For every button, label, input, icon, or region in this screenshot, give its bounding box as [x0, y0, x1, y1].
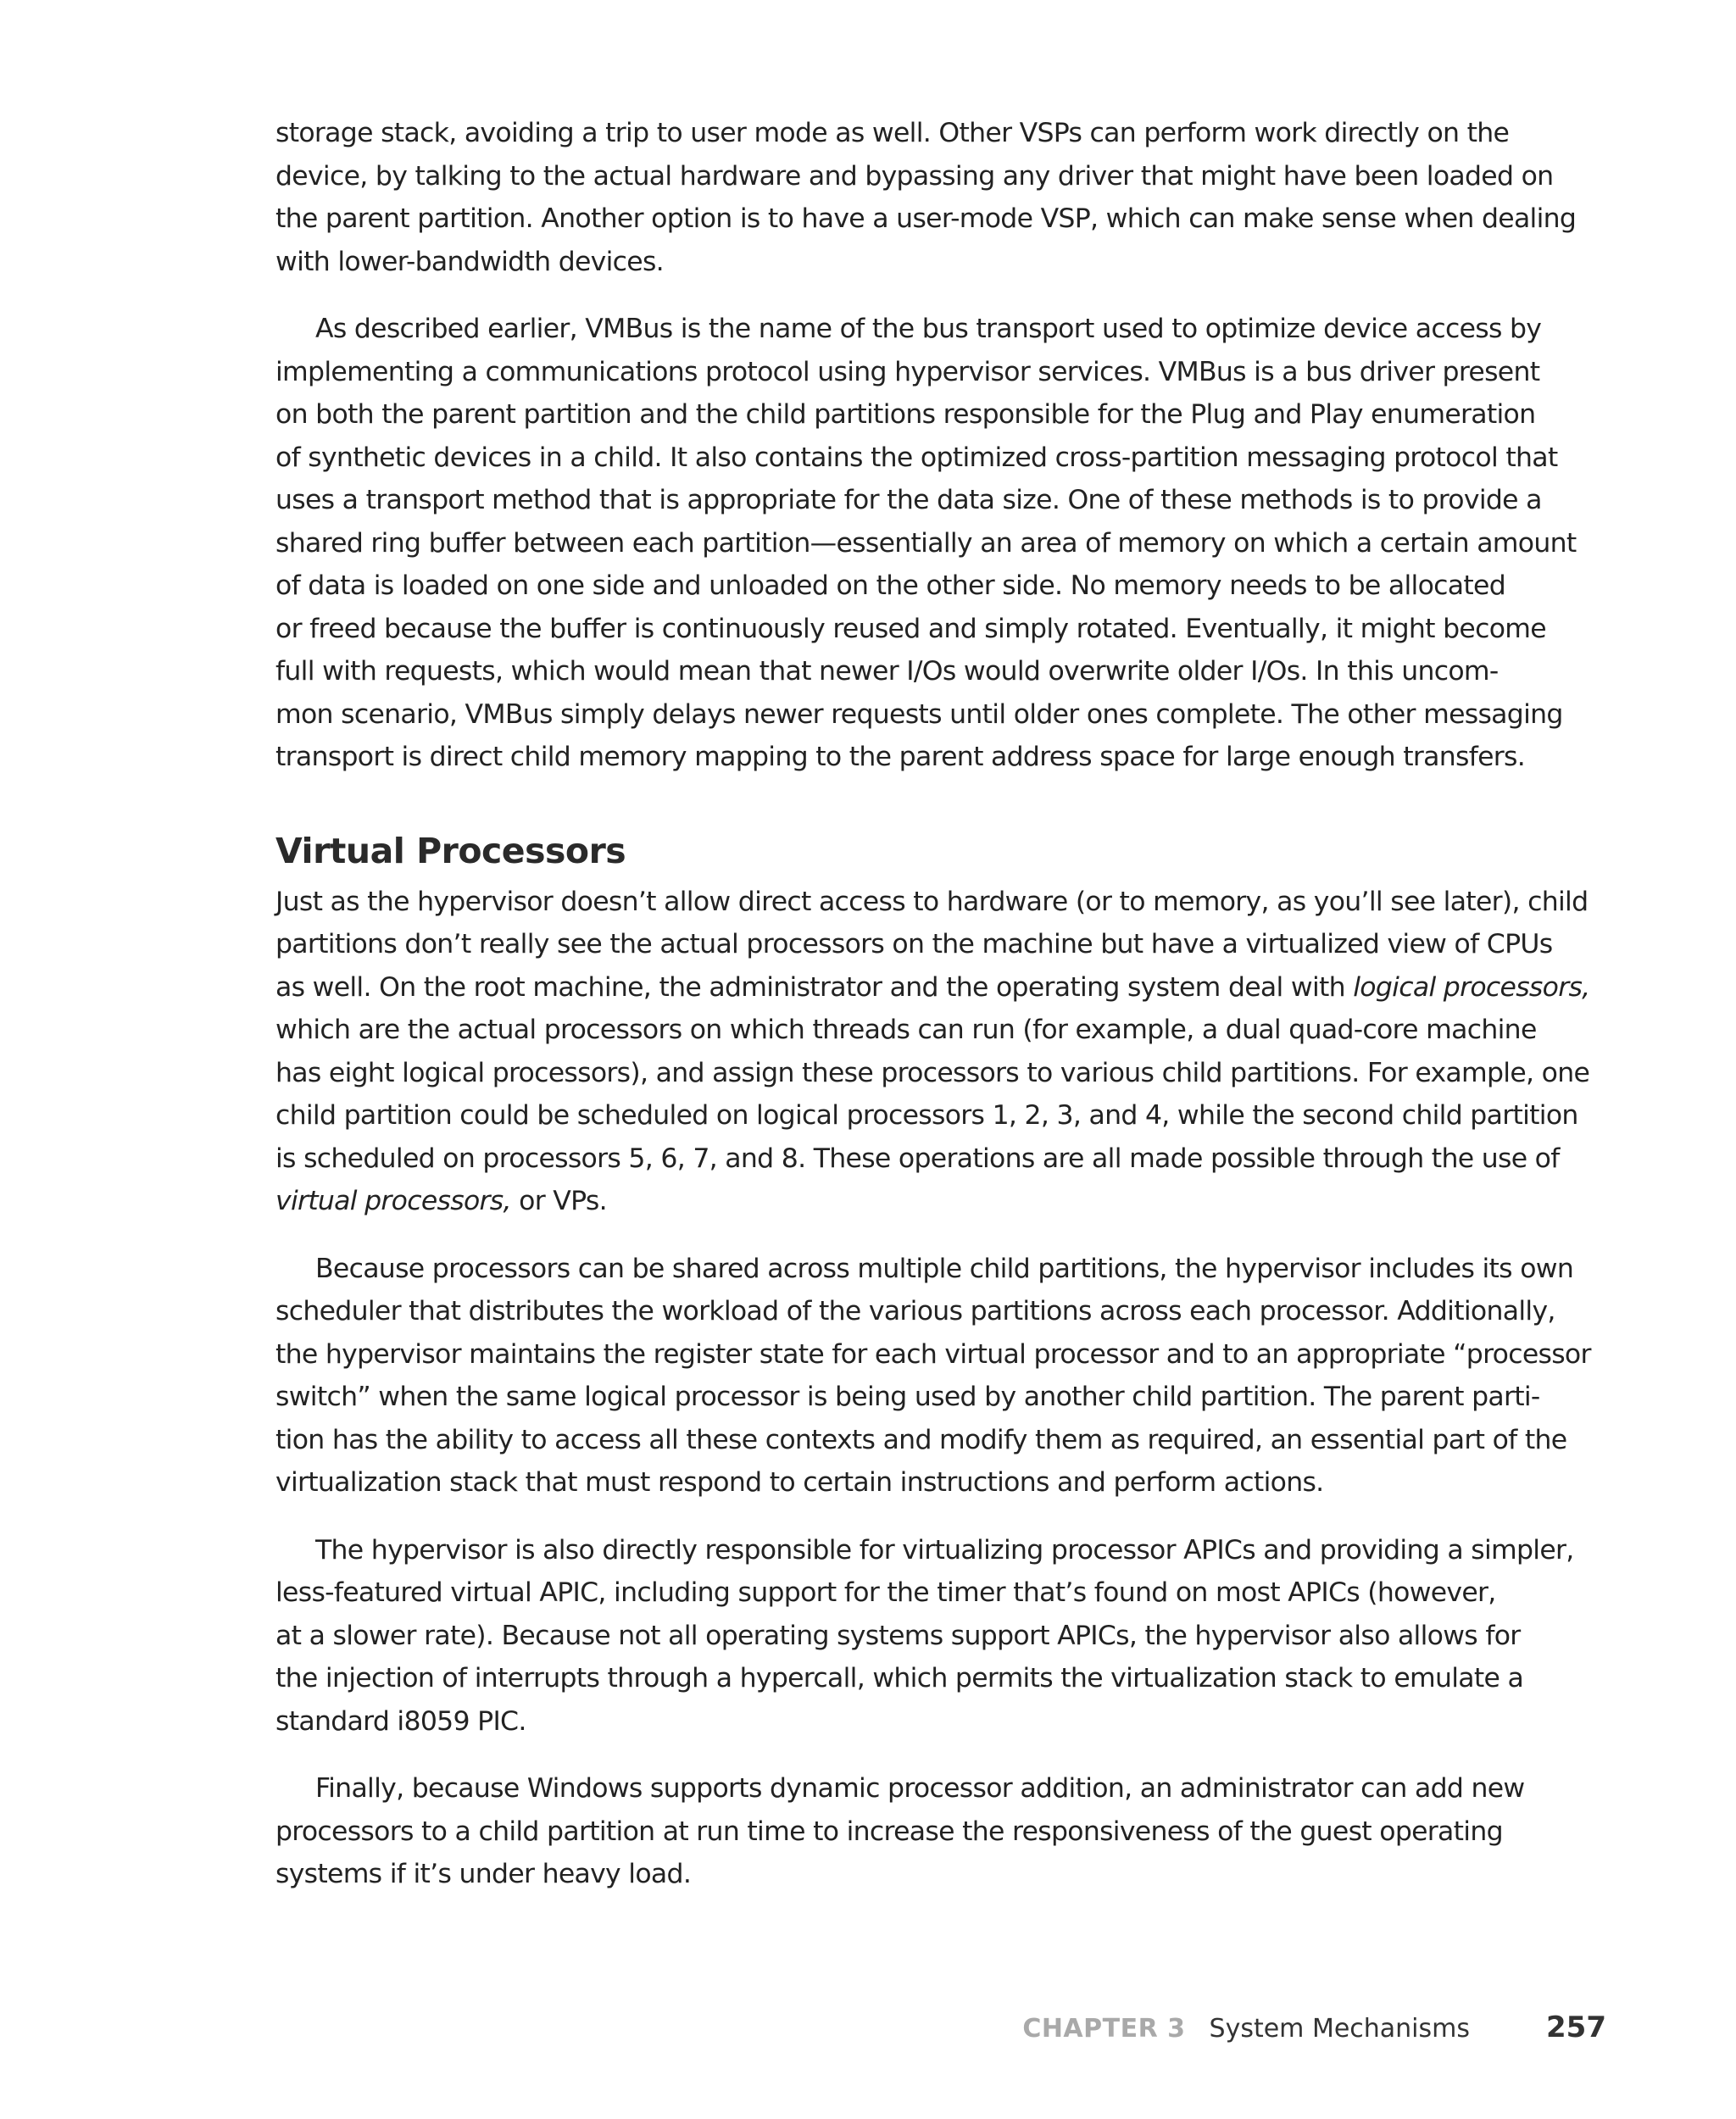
paragraph-vmbus: [275, 308, 1611, 779]
text-line: of synthetic devices in a child. It also contains the optimized cross-partition messaging protocol that: [275, 442, 1558, 473]
text-line: on both the parent partition and the child partitions responsible for the Plug and Play enumeration: [275, 399, 1536, 430]
text-line: virtualization stack that must respond to certain instructions and perform actions.: [275, 1467, 1324, 1498]
text-line: implementing a communications protocol using hypervisor services. VMBus is a bus driver present: [275, 356, 1540, 387]
text-line: device, by talking to the actual hardware and bypassing any driver that might have been loaded on: [275, 160, 1554, 192]
page-body: [275, 112, 1611, 1896]
text-line: standard i8059 PIC.: [275, 1705, 526, 1737]
text-line: or freed because the buffer is continuously reused and simply rotated. Eventually, it might become: [275, 613, 1546, 644]
text-line: [275, 1180, 1611, 1223]
text-line: less-featured virtual APIC, including support for the timer that’s found on most APICs (however,: [275, 1577, 1496, 1608]
text-line: full with requests, which would mean that newer I/Os would overwrite older I/Os. In this uncom-: [275, 656, 1499, 687]
text-line: scheduler that distributes the workload of the various partitions across each processor. Additionally,: [275, 1296, 1555, 1326]
italic-term: logical processors,: [1353, 971, 1590, 1003]
text-line: child partition could be scheduled on logical processors 1, 2, 3, and 4, while the second child partition: [275, 1100, 1578, 1131]
paragraph-apic: [275, 1529, 1611, 1744]
text-line: Finally, because Windows supports dynamic processor addition, an administrator can add new: [315, 1773, 1525, 1804]
text-line: of data is loaded on one side and unloaded on the other side. No memory needs to be allocated: [275, 570, 1505, 601]
text-line: at a slower rate). Because not all operating systems support APICs, the hypervisor also allows for: [275, 1620, 1521, 1651]
text-line: partitions don’t really see the actual processors on the machine but have a virtualized view of CPUs: [275, 929, 1553, 959]
text-line: switch” when the same logical processor is being used by another child partition. The parent parti-: [275, 1382, 1540, 1412]
text-line: which are the actual processors on which threads can run (for example, a dual quad-core machine: [275, 1015, 1537, 1045]
italic-term: virtual processors,: [275, 1186, 511, 1216]
chapter-label: CHAPTER 3: [1022, 2014, 1186, 2044]
text-segment: or VPs.: [510, 1186, 607, 1216]
text-line: shared ring buffer between each partition—essentially an area of memory on which a certain amount: [275, 527, 1577, 559]
text-line: Because processors can be shared across multiple child partitions, the hypervisor includes its own: [315, 1253, 1574, 1284]
text-line: with lower-bandwidth devices.: [275, 246, 664, 277]
paragraph-scheduler: [275, 1248, 1611, 1504]
text-line: [275, 966, 1611, 1009]
paragraph-continuation: [275, 112, 1611, 283]
text-line: the hypervisor maintains the register state for each virtual processor and to an appropriate “processor: [275, 1338, 1591, 1370]
section-heading: Virtual Processors: [275, 830, 626, 871]
text-line: systems if it’s under heavy load.: [275, 1859, 692, 1889]
text-line: The hypervisor is also directly responsible for virtualizing processor APICs and providing a simpler,: [315, 1534, 1574, 1566]
paragraph-processor-addition: [275, 1767, 1611, 1896]
paragraph-virtual-processors: [275, 881, 1611, 1223]
text-line: storage stack, avoiding a trip to user mode as well. Other VSPs can perform work directly on the: [275, 118, 1510, 148]
page-number: 257: [1546, 2011, 1606, 2044]
chapter-title: System Mechanisms: [1209, 2014, 1471, 2044]
text-line: has eight logical processors), and assign these processors to various child partitions. For example, one: [275, 1057, 1590, 1088]
text-line: Just as the hypervisor doesn’t allow direct access to hardware (or to memory, as you’ll see later), child: [275, 886, 1589, 917]
text-line: transport is direct child memory mapping to the parent address space for large enough transfers.: [275, 742, 1526, 772]
text-line: mon scenario, VMBus simply delays newer requests until older ones complete. The other messaging: [275, 698, 1563, 730]
text-line: is scheduled on processors 5, 6, 7, and 8. These operations are all made possible through the use of: [275, 1143, 1560, 1174]
text-line: tion has the ability to access all these contexts and modify them as required, an essential part of the: [275, 1424, 1567, 1455]
text-line: the injection of interrupts through a hypercall, which permits the virtualization stack to emulate a: [275, 1663, 1524, 1694]
text-segment: as well. On the root machine, the administrator and the operating system deal with: [275, 971, 1354, 1003]
page-footer: [1022, 2011, 1606, 2046]
text-line: processors to a child partition at run time to increase the responsiveness of the guest operating: [275, 1816, 1503, 1847]
text-line: As described earlier, VMBus is the name of the bus transport used to optimize device access by: [315, 314, 1542, 344]
text-line: uses a transport method that is appropriate for the data size. One of these methods is to provide a: [275, 485, 1542, 515]
text-line: the parent partition. Another option is to have a user-mode VSP, which can make sense when dealing: [275, 203, 1577, 234]
